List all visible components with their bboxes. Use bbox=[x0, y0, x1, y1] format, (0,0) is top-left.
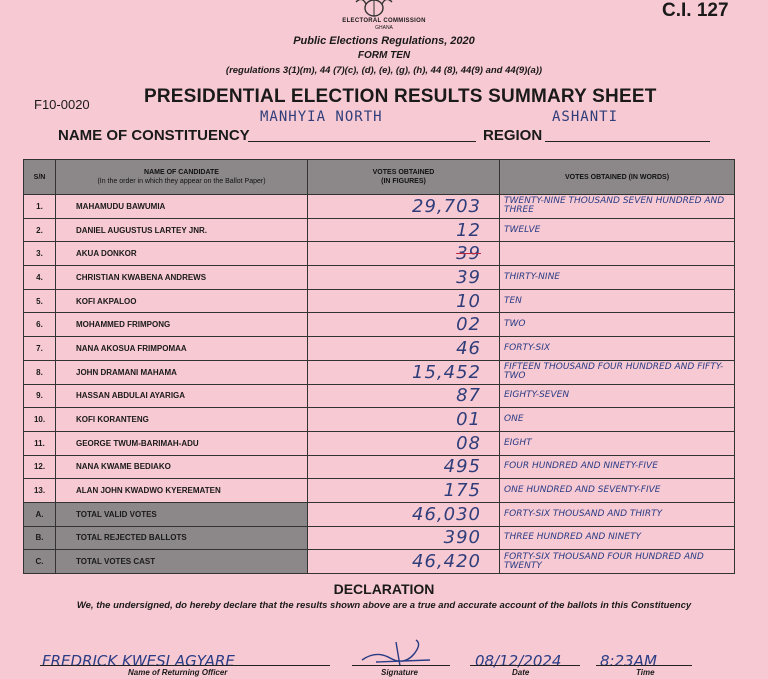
total-row bbox=[24, 550, 735, 574]
total-label: TOTAL VALID VOTES bbox=[56, 502, 308, 526]
time-line bbox=[596, 665, 692, 666]
total-votes-figures: 390 bbox=[308, 526, 500, 550]
candidate-header-title: NAME OF CANDIDATE bbox=[144, 169, 219, 176]
form-code: F10-0020 bbox=[34, 97, 90, 112]
row-candidate: HASSAN ABDULAI AYARIGA bbox=[56, 384, 308, 408]
row-candidate: GEORGE TWUM-BARIMAH-ADU bbox=[56, 431, 308, 455]
total-votes-words: THREE HUNDRED AND NINETY bbox=[500, 526, 735, 550]
total-votes-words: FORTY-SIX THOUSAND AND THIRTY bbox=[500, 502, 735, 526]
total-sn: A. bbox=[24, 502, 56, 526]
row-candidate: KOFI AKPALOO bbox=[56, 289, 308, 313]
row-votes-figures: 39 bbox=[308, 266, 500, 290]
total-votes-words: FORTY-SIX THOUSAND FOUR HUNDRED AND TWENTY bbox=[500, 550, 735, 574]
table-row bbox=[24, 313, 735, 337]
region-label: REGION bbox=[483, 127, 543, 144]
table-row bbox=[24, 455, 735, 479]
table-row bbox=[24, 479, 735, 503]
total-row bbox=[24, 502, 735, 526]
results-table bbox=[23, 159, 735, 574]
row-sn: 8. bbox=[24, 360, 56, 384]
sn-header: S/N bbox=[24, 160, 56, 195]
row-votes-words: EIGHT bbox=[500, 431, 735, 455]
declaration-heading: DECLARATION bbox=[333, 581, 435, 597]
row-sn: 2. bbox=[24, 218, 56, 242]
row-votes-figures: 10 bbox=[308, 289, 500, 313]
officer-name-label: Name of Returning Officer bbox=[128, 668, 228, 677]
constituency-label: NAME OF CONSTITUENCY bbox=[58, 127, 250, 144]
row-votes-figures: 15,452 bbox=[308, 360, 500, 384]
table-row bbox=[24, 289, 735, 313]
row-votes-figures: 46 bbox=[308, 337, 500, 361]
date-value: 08/12/2024 bbox=[475, 652, 562, 670]
time-value: 8:23AM bbox=[600, 652, 657, 670]
row-votes-figures: 29,703 bbox=[308, 195, 500, 219]
commission-name: ELECTORAL COMMISSION bbox=[342, 18, 426, 24]
row-votes-words: FOUR HUNDRED AND NINETY-FIVE bbox=[500, 455, 735, 479]
row-votes-figures: 01 bbox=[308, 408, 500, 432]
total-votes-figures: 46,420 bbox=[308, 550, 500, 574]
officer-name: FREDRICK KWESI AGYARE bbox=[42, 652, 235, 670]
row-sn: 3. bbox=[24, 242, 56, 266]
row-candidate: MOHAMMED FRIMPONG bbox=[56, 313, 308, 337]
row-votes-words: FORTY-SIX bbox=[500, 337, 735, 361]
total-sn: B. bbox=[24, 526, 56, 550]
row-votes-figures: 08 bbox=[308, 431, 500, 455]
row-votes-figures: 495 bbox=[308, 455, 500, 479]
candidate-header bbox=[56, 160, 308, 195]
row-candidate: AKUA DONKOR bbox=[56, 242, 308, 266]
table-row bbox=[24, 431, 735, 455]
row-candidate: NANA AKOSUA FRIMPOMAA bbox=[56, 337, 308, 361]
total-sn: C. bbox=[24, 550, 56, 574]
words-header: VOTES OBTAINED (IN WORDS) bbox=[500, 160, 735, 195]
date-line bbox=[470, 665, 580, 666]
constituency-value: MANHYIA NORTH bbox=[260, 109, 383, 125]
table-row bbox=[24, 242, 735, 266]
row-votes-figures: 87 bbox=[308, 384, 500, 408]
total-label: TOTAL VOTES CAST bbox=[56, 550, 308, 574]
table-row bbox=[24, 360, 735, 384]
row-candidate: KOFI KORANTENG bbox=[56, 408, 308, 432]
crossed-out-votes: 39 bbox=[456, 243, 481, 265]
candidate-header-sub: (In the order in which they appear on the Ballot Paper) bbox=[97, 178, 266, 185]
coat-of-arms-icon bbox=[352, 0, 396, 18]
row-votes-words: ONE bbox=[500, 408, 735, 432]
time-label: Time bbox=[636, 668, 655, 677]
row-candidate: ALAN JOHN KWADWO KYEREMATEN bbox=[56, 479, 308, 503]
table-row bbox=[24, 266, 735, 290]
form-name: FORM TEN bbox=[357, 50, 411, 61]
region-value: ASHANTI bbox=[552, 109, 619, 125]
row-sn: 6. bbox=[24, 313, 56, 337]
row-candidate: MAHAMUDU BAWUMIA bbox=[56, 195, 308, 219]
row-votes-figures: 175 bbox=[308, 479, 500, 503]
row-votes-figures: 02 bbox=[308, 313, 500, 337]
row-votes-figures-crossed bbox=[308, 242, 500, 266]
row-candidate: DANIEL AUGUSTUS LARTEY JNR. bbox=[56, 218, 308, 242]
row-votes-words bbox=[500, 242, 735, 266]
declaration-text: We, the undersigned, do hereby declare that the results shown above are a true and accurate account of the ballots in this Constituency bbox=[76, 600, 692, 611]
row-candidate: CHRISTIAN KWABENA ANDREWS bbox=[56, 266, 308, 290]
row-votes-words: ONE HUNDRED AND SEVENTY-FIVE bbox=[500, 479, 735, 503]
country-name: GHANA bbox=[375, 25, 393, 31]
row-sn: 10. bbox=[24, 408, 56, 432]
signature-line bbox=[352, 665, 450, 666]
row-sn: 12. bbox=[24, 455, 56, 479]
total-row bbox=[24, 526, 735, 550]
figures-header-title: VOTES OBTAINED bbox=[372, 169, 435, 176]
table-header-row bbox=[24, 160, 735, 195]
row-sn: 11. bbox=[24, 431, 56, 455]
table-row bbox=[24, 337, 735, 361]
regulations-title: Public Elections Regulations, 2020 bbox=[293, 35, 475, 47]
figures-header-sub: (IN FIGURES) bbox=[381, 178, 426, 185]
total-label: TOTAL REJECTED BALLOTS bbox=[56, 526, 308, 550]
row-votes-figures: 12 bbox=[308, 218, 500, 242]
signature-label: Signature bbox=[381, 668, 418, 677]
regulation-refs: (regulations 3(1)(m), 44 (7)(c), (d), (e), (g), (h), 44 (8), 44(9) and 44(9)(a)) bbox=[225, 65, 543, 76]
page-title: PRESIDENTIAL ELECTION RESULTS SUMMARY SHEET bbox=[144, 86, 657, 107]
row-votes-words: EIGHTY-SEVEN bbox=[500, 384, 735, 408]
table-row bbox=[24, 218, 735, 242]
row-votes-words: TWO bbox=[500, 313, 735, 337]
row-votes-words: THIRTY-NINE bbox=[500, 266, 735, 290]
row-sn: 1. bbox=[24, 195, 56, 219]
row-votes-words: FIFTEEN THOUSAND FOUR HUNDRED AND FIFTY-TWO bbox=[500, 360, 735, 384]
row-votes-words: TEN bbox=[500, 289, 735, 313]
row-sn: 4. bbox=[24, 266, 56, 290]
officer-name-line bbox=[40, 665, 330, 666]
table-row bbox=[24, 408, 735, 432]
ci-number: C.I. 127 bbox=[662, 0, 729, 21]
row-votes-words: TWELVE bbox=[500, 218, 735, 242]
row-sn: 7. bbox=[24, 337, 56, 361]
table-row bbox=[24, 195, 735, 219]
row-sn: 9. bbox=[24, 384, 56, 408]
date-label: Date bbox=[512, 668, 530, 677]
row-candidate: JOHN DRAMANI MAHAMA bbox=[56, 360, 308, 384]
row-votes-words: TWENTY-NINE THOUSAND SEVEN HUNDRED AND THREE bbox=[500, 195, 735, 219]
row-sn: 13. bbox=[24, 479, 56, 503]
constituency-underline bbox=[248, 141, 476, 142]
table-row bbox=[24, 384, 735, 408]
region-underline bbox=[545, 141, 710, 142]
row-sn: 5. bbox=[24, 289, 56, 313]
total-votes-figures: 46,030 bbox=[308, 502, 500, 526]
figures-header bbox=[308, 160, 500, 195]
row-candidate: NANA KWAME BEDIAKO bbox=[56, 455, 308, 479]
